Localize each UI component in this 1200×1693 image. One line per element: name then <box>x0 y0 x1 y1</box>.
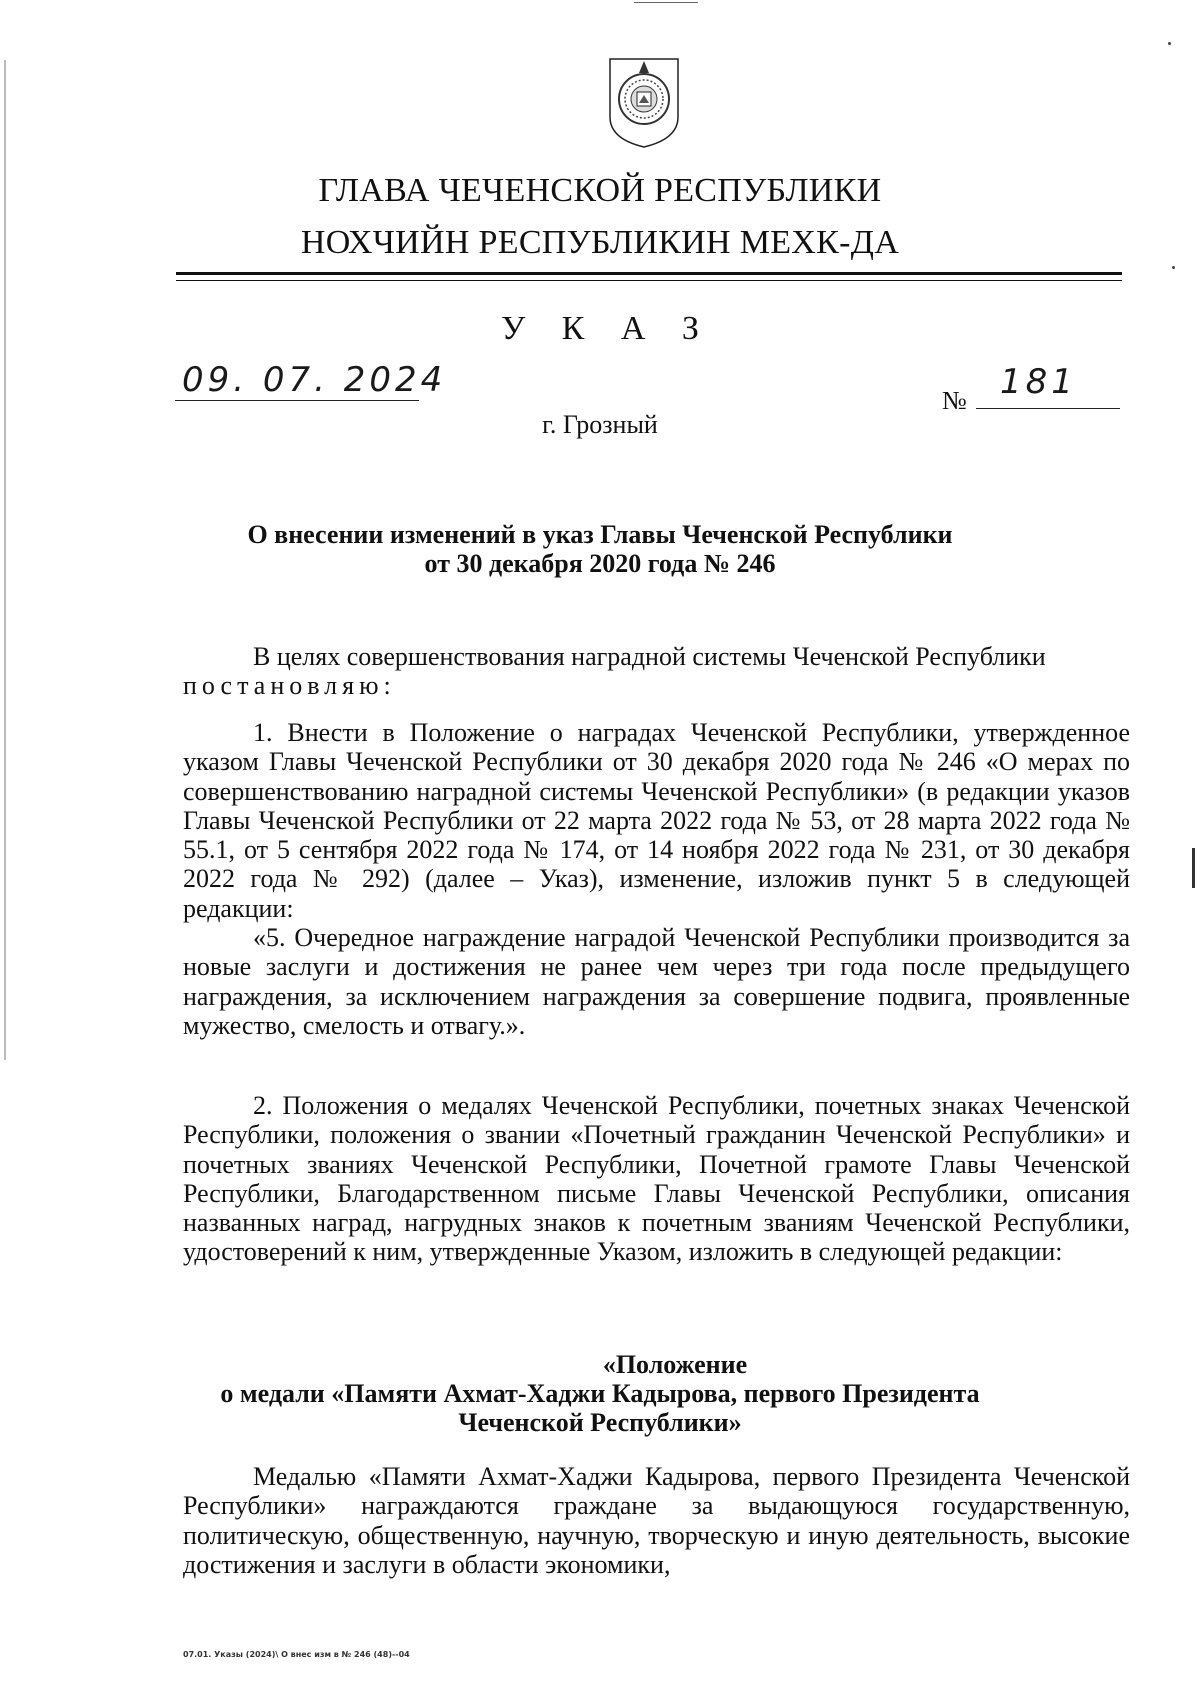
medal-paragraph-text: Медалью «Памяти Ахмат-Хаджи Кадырова, первого Президента Чеченской Республики» награждаются граждане за выдающуюся государственную, политическую, общественную, научную, творческую и иную деятельность, высокие достижения и заслуги в области экономики, <box>183 1462 1130 1579</box>
clause-1-quoted-text: «5. Очередное награждение наградой Чеченской Республики производится за новые заслуги и достижения не ранее чем через три года после предыдущего награждения, за исключением награждения за совершение подвига, проявленные мужество, смелость и отвагу.». <box>183 923 1130 1040</box>
clause-1 <box>183 718 1130 1040</box>
scan-dot <box>1168 42 1171 45</box>
preamble-text: В целях совершенствования наградной системы Чеченской Республики <box>253 642 1046 671</box>
coat-of-arms-emblem <box>606 55 682 150</box>
document-type-heading: У К А З <box>501 310 713 347</box>
city-line: г. Грозный <box>542 410 658 439</box>
clause-1-text: 1. Внести в Положение о наградах Чеченской Республики, утвержденное указом Главы Чеченской Республики от 30 декабря 2020 года № 246 «О мерах по совершенствованию наградной системы Чеченской Республики» (в редакции указов Главы Чеченской Республики от 22 марта 2022 года № 53, от 28 марта 2022 года № 55.1, от 5 сентября 2022 года № 174, от 14 ноября 2022 года № 231, от 30 декабря 2022 года № 292) (далее – Указ), изменение, изложив пункт 5 в следующей редакции: <box>183 718 1130 923</box>
resolve-word: постановляю: <box>183 671 396 701</box>
section-heading-line-3: Чеченской Республики» <box>458 1408 742 1437</box>
header-divider-thick <box>176 272 1122 275</box>
medal-paragraph <box>183 1462 1130 1579</box>
scan-dot <box>1172 266 1175 269</box>
scan-artifact-top <box>634 2 698 3</box>
footer-file-reference: 07.01. Указы (2024)\ О внес изм в № 246 (48)--04 <box>183 1650 410 1659</box>
preamble <box>183 642 1130 701</box>
section-heading-line-1: «Положение <box>602 1350 748 1379</box>
date-underline <box>175 400 419 401</box>
document-title <box>0 520 1200 578</box>
issuer-title-chechen: НОХЧИЙН РЕСПУБЛИКИН МЕХК-ДА <box>300 224 900 261</box>
handwritten-date: 09. 07. 2024 <box>182 360 447 400</box>
number-label: № <box>942 386 967 415</box>
issuer-title-russian: ГЛАВА ЧЕЧЕНСКОЙ РЕСПУБЛИКИ <box>318 172 882 209</box>
section-heading-line-2: о медали «Памяти Ахмат-Хаджи Кадырова, первого Президента <box>220 1379 980 1408</box>
document-title-line-1: О внесении изменений в указ Главы Чеченской Республики <box>247 520 953 549</box>
scan-artifact-right-mark <box>1192 848 1195 888</box>
header-divider-thin <box>176 280 1122 281</box>
document-title-line-2: от 30 декабря 2020 года № 246 <box>424 549 776 578</box>
clause-2 <box>183 1091 1130 1267</box>
clause-2-text: 2. Положения о медалях Чеченской Республики, почетных знаках Чеченской Республики, положения о звании «Почетный гражданин Чеченской Республики» и почетных званиях Чеченской Республики, Почетной грамоте Главы Чеченской Республики, Благодарственном письме Главы Чеченской Республики, описания названных наград, нагрудных знаков к почетным званиям Чеченской Республики, удостоверений к ним, утвержденные Указом, изложить в следующей редакции: <box>183 1091 1130 1267</box>
handwritten-number: 181 <box>1000 362 1077 402</box>
section-heading <box>0 1350 1200 1437</box>
number-underline <box>976 408 1120 409</box>
